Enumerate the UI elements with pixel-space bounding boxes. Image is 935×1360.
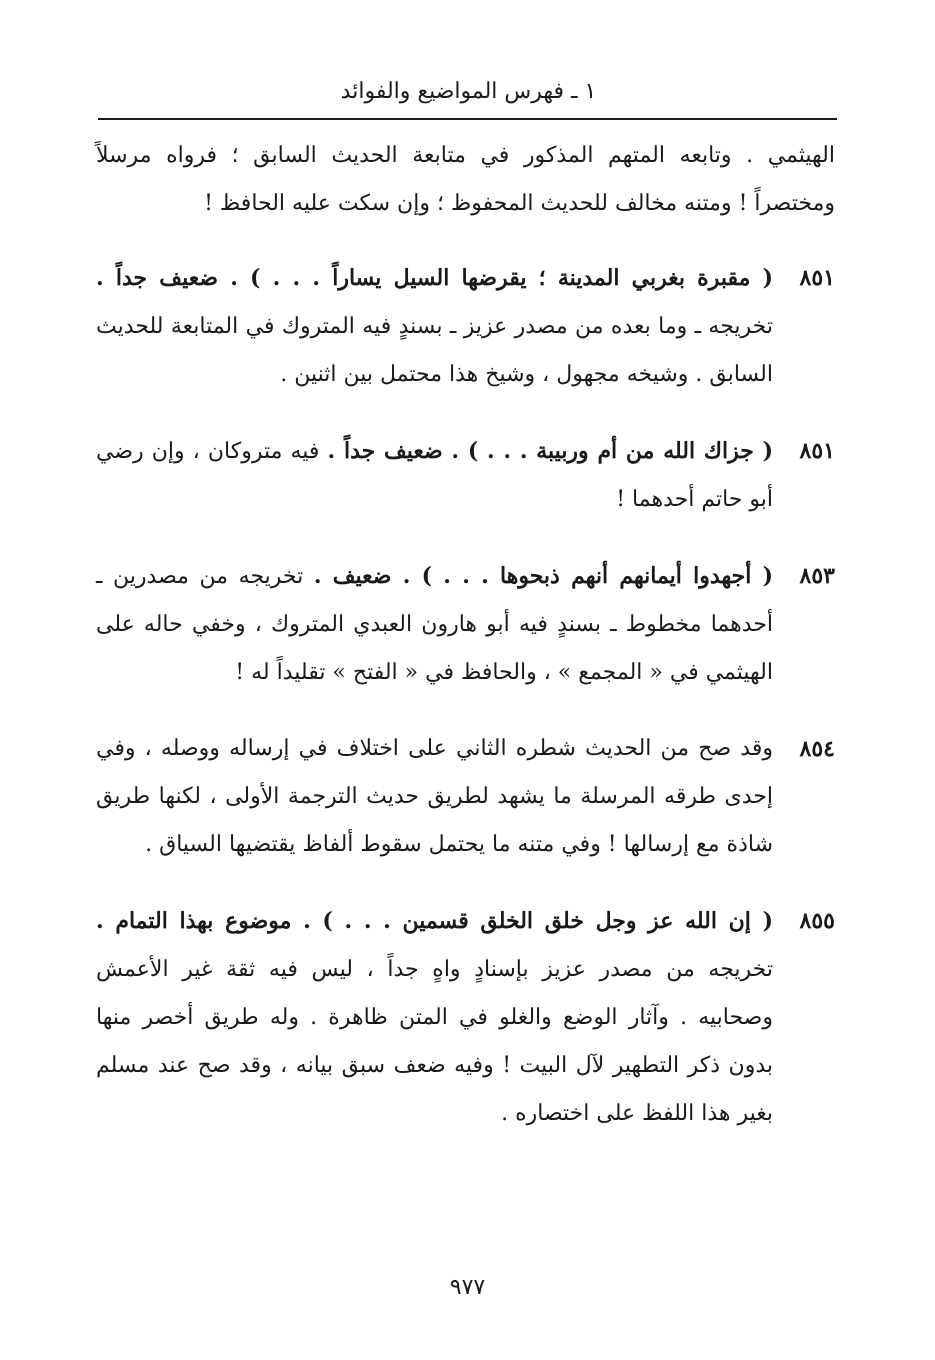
running-header: ١ ـ فهرس المواضيع والفوائد <box>340 79 597 104</box>
page-number: ٩٧٧ <box>449 1275 486 1300</box>
page-content <box>96 132 835 1154</box>
header-rule <box>98 118 837 120</box>
entry-number: ٨٥١ <box>799 265 835 291</box>
entry-number: ٨٥١ <box>799 438 835 464</box>
entry-number: ٨٥٤ <box>799 736 835 762</box>
entry-851-b <box>96 415 835 524</box>
entry-body <box>96 242 773 399</box>
entry-text: فيه متروكان ، وإن رضي أبو حاتم أحدهما ! <box>96 439 773 512</box>
entry-body <box>96 415 773 524</box>
entry-title: ( جزاك الله من أم وربيبة . . . ) . ضعيف جداً . <box>327 438 773 464</box>
entry-853 <box>96 540 835 697</box>
entry-text: تخريجه من مصدرين ـ أحدهما مخطوط ـ بسندٍ فيه أبو هارون العبدي المتروك ، وخفي حاله على الهيثمي في « المجمع » ، والحافظ في « الفتح » تقليداً له ! <box>96 564 773 685</box>
entry-title: ( مقبرة بغربي المدينة ؛ يقرضها السيل يساراً . . . ) . ضعيف جداً . <box>96 265 773 291</box>
entry-text: تخريجه ـ وما بعده من مصدر عزيز ـ بسندٍ فيه المتروك في المتابعة للحديث السابق . وشيخه مجهول ، وشيخ هذا محتمل بين اثنين . <box>96 314 773 387</box>
entry-title: ( إن الله عز وجل خلق الخلق قسمين . . . ) . موضوع بهذا التمام . <box>96 908 773 934</box>
entry-text: وقد صح من الحديث شطره الثاني على اختلاف في إرساله ووصله ، وفي إحدى طرقه المرسلة ما يشهد لطريق حديث الترجمة الأولى ، لكنها طريق شاذة مع إرسالها ! وفي متنه ما يحتمل سقوط ألفاظ يقتضيها السياق . <box>96 736 773 857</box>
entry-851-a <box>96 242 835 399</box>
entry-body <box>96 540 773 697</box>
entry-body <box>96 713 773 869</box>
entry-title: ( أجهدوا أيمانهم أنهم ذبحوها . . . ) . ضعيف . <box>313 563 773 589</box>
entry-number: ٨٥٥ <box>799 908 835 934</box>
entry-854 <box>96 713 835 869</box>
entry-855 <box>96 885 835 1138</box>
entry-body <box>96 885 773 1138</box>
entry-text: تخريجه من مصدر عزيز بإسنادٍ واهٍ جداً ، ليس فيه ثقة غير الأعمش وصحابيه . وآثار الوضع والغلو في المتن ظاهرة . وله طريق أخصر منها بدون ذكر التطهير لآل البيت ! وفيه ضعف سبق بيانه ، وقد صح عند مسلم بغير هذا اللفظ على اختصاره . <box>96 957 773 1126</box>
entry-number: ٨٥٣ <box>799 563 835 589</box>
continuation-paragraph: الهيثمي . وتابعه المتهم المذكور في متابعة الحديث السابق ؛ فرواه مرسلاً ومختصراً ! ومتنه مخالف للحديث المحفوظ ؛ وإن سكت عليه الحافظ ! <box>96 143 835 216</box>
